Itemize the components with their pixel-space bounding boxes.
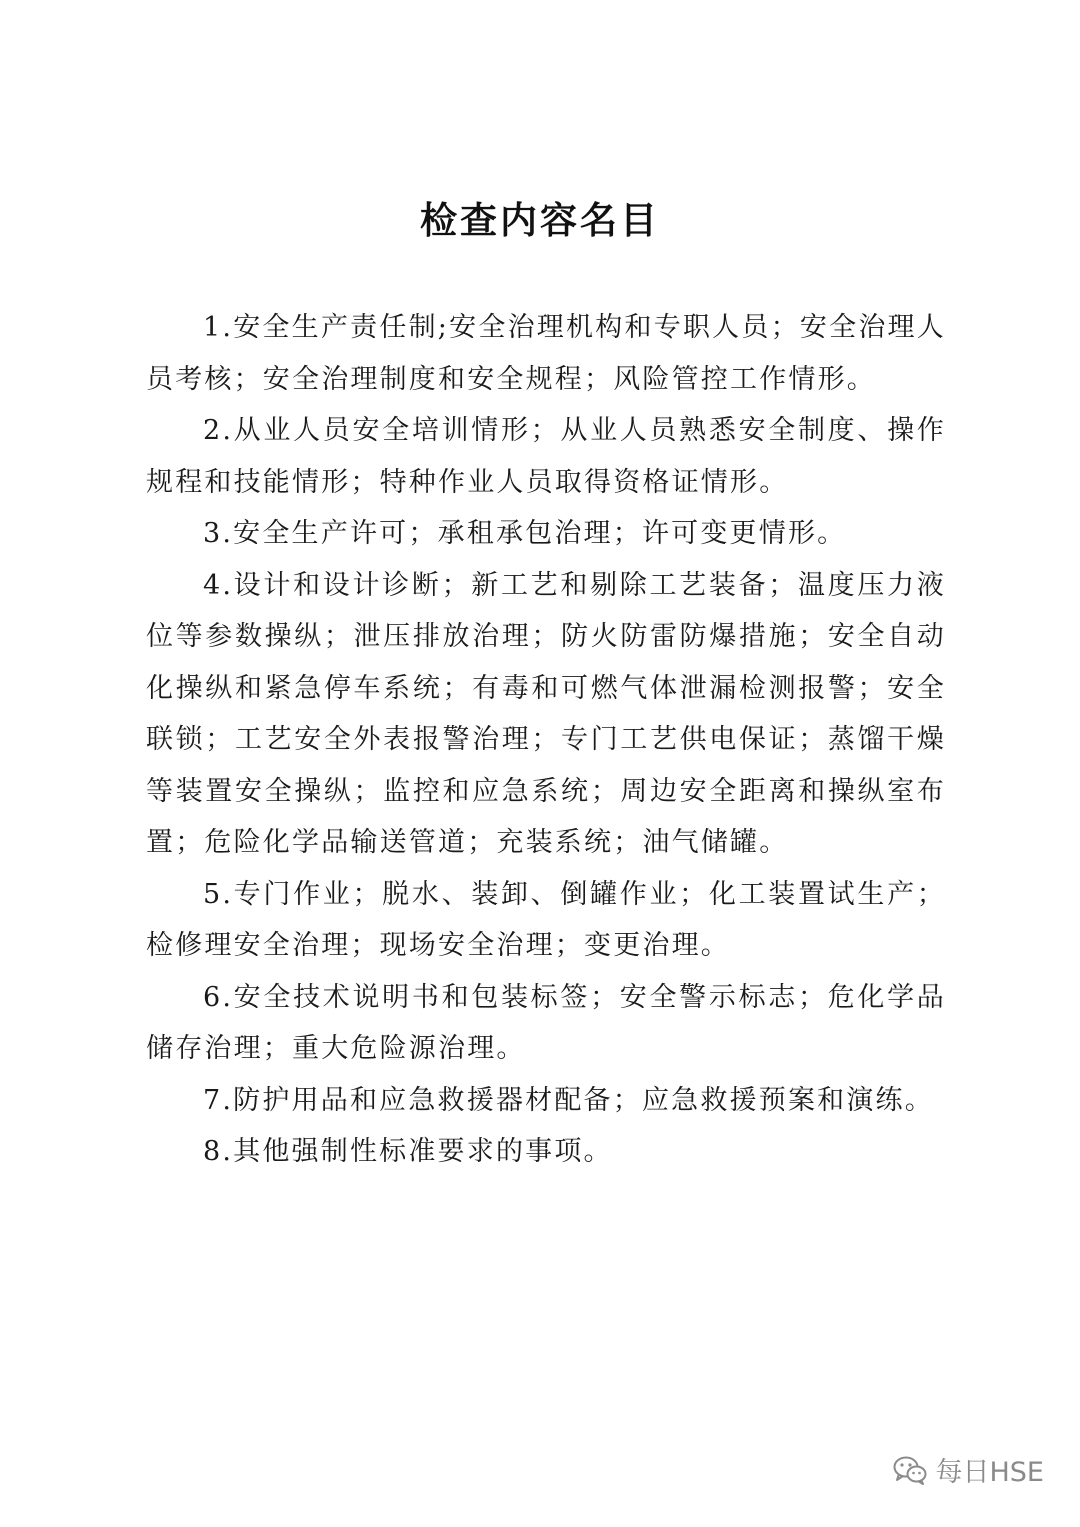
watermark — [893, 1450, 1044, 1489]
document-title: 检查内容名目 — [420, 199, 660, 242]
list-item: 6.安全技术说明书和包装标签；安全警示标志；危化学品储存治理；重大危险源治理。 — [146, 981, 946, 1064]
list-item: 7.防护用品和应急救援器材配备；应急救援预案和演练。 — [203, 1084, 934, 1116]
watermark-text: 每日HSE — [935, 1457, 1044, 1488]
list-item: 3.安全生产许可；承租承包治理；许可变更情形。 — [203, 518, 847, 549]
wechat-icon — [893, 1455, 927, 1485]
content-list — [146, 302, 946, 1178]
list-item: 8.其他强制性标准要求的事项。 — [203, 1136, 613, 1167]
list-item: 2.从业人员安全培训情形；从业人员熟悉安全制度、操作规程和技能情形；特种作业人员取得资格证情形。 — [146, 415, 946, 498]
list-item: 4.设计和设计诊断；新工艺和剔除工艺装备；温度压力液位等参数操纵；泄压排放治理；防火防雷防爆措施；安全自动化操纵和紧急停车系统；有毒和可燃气体泄漏检测报警；安全联锁；工艺安全外表报警治理；专门工艺供电保证；蒸馏干燥等装置安全操纵；监控和应急系统；周边安全距离和操纵室布置；危险化学品输送管道；充装系统；油气储罐。 — [146, 569, 946, 858]
list-item: 5.专门作业；脱水、装卸、倒罐作业；化工装置试生产；检修理安全治理；现场安全治理；变更治理。 — [146, 878, 946, 961]
list-item: 1.安全生产责任制;安全治理机构和专职人员；安全治理人员考核；安全治理制度和安全规程；风险管控工作情形。 — [146, 312, 946, 395]
